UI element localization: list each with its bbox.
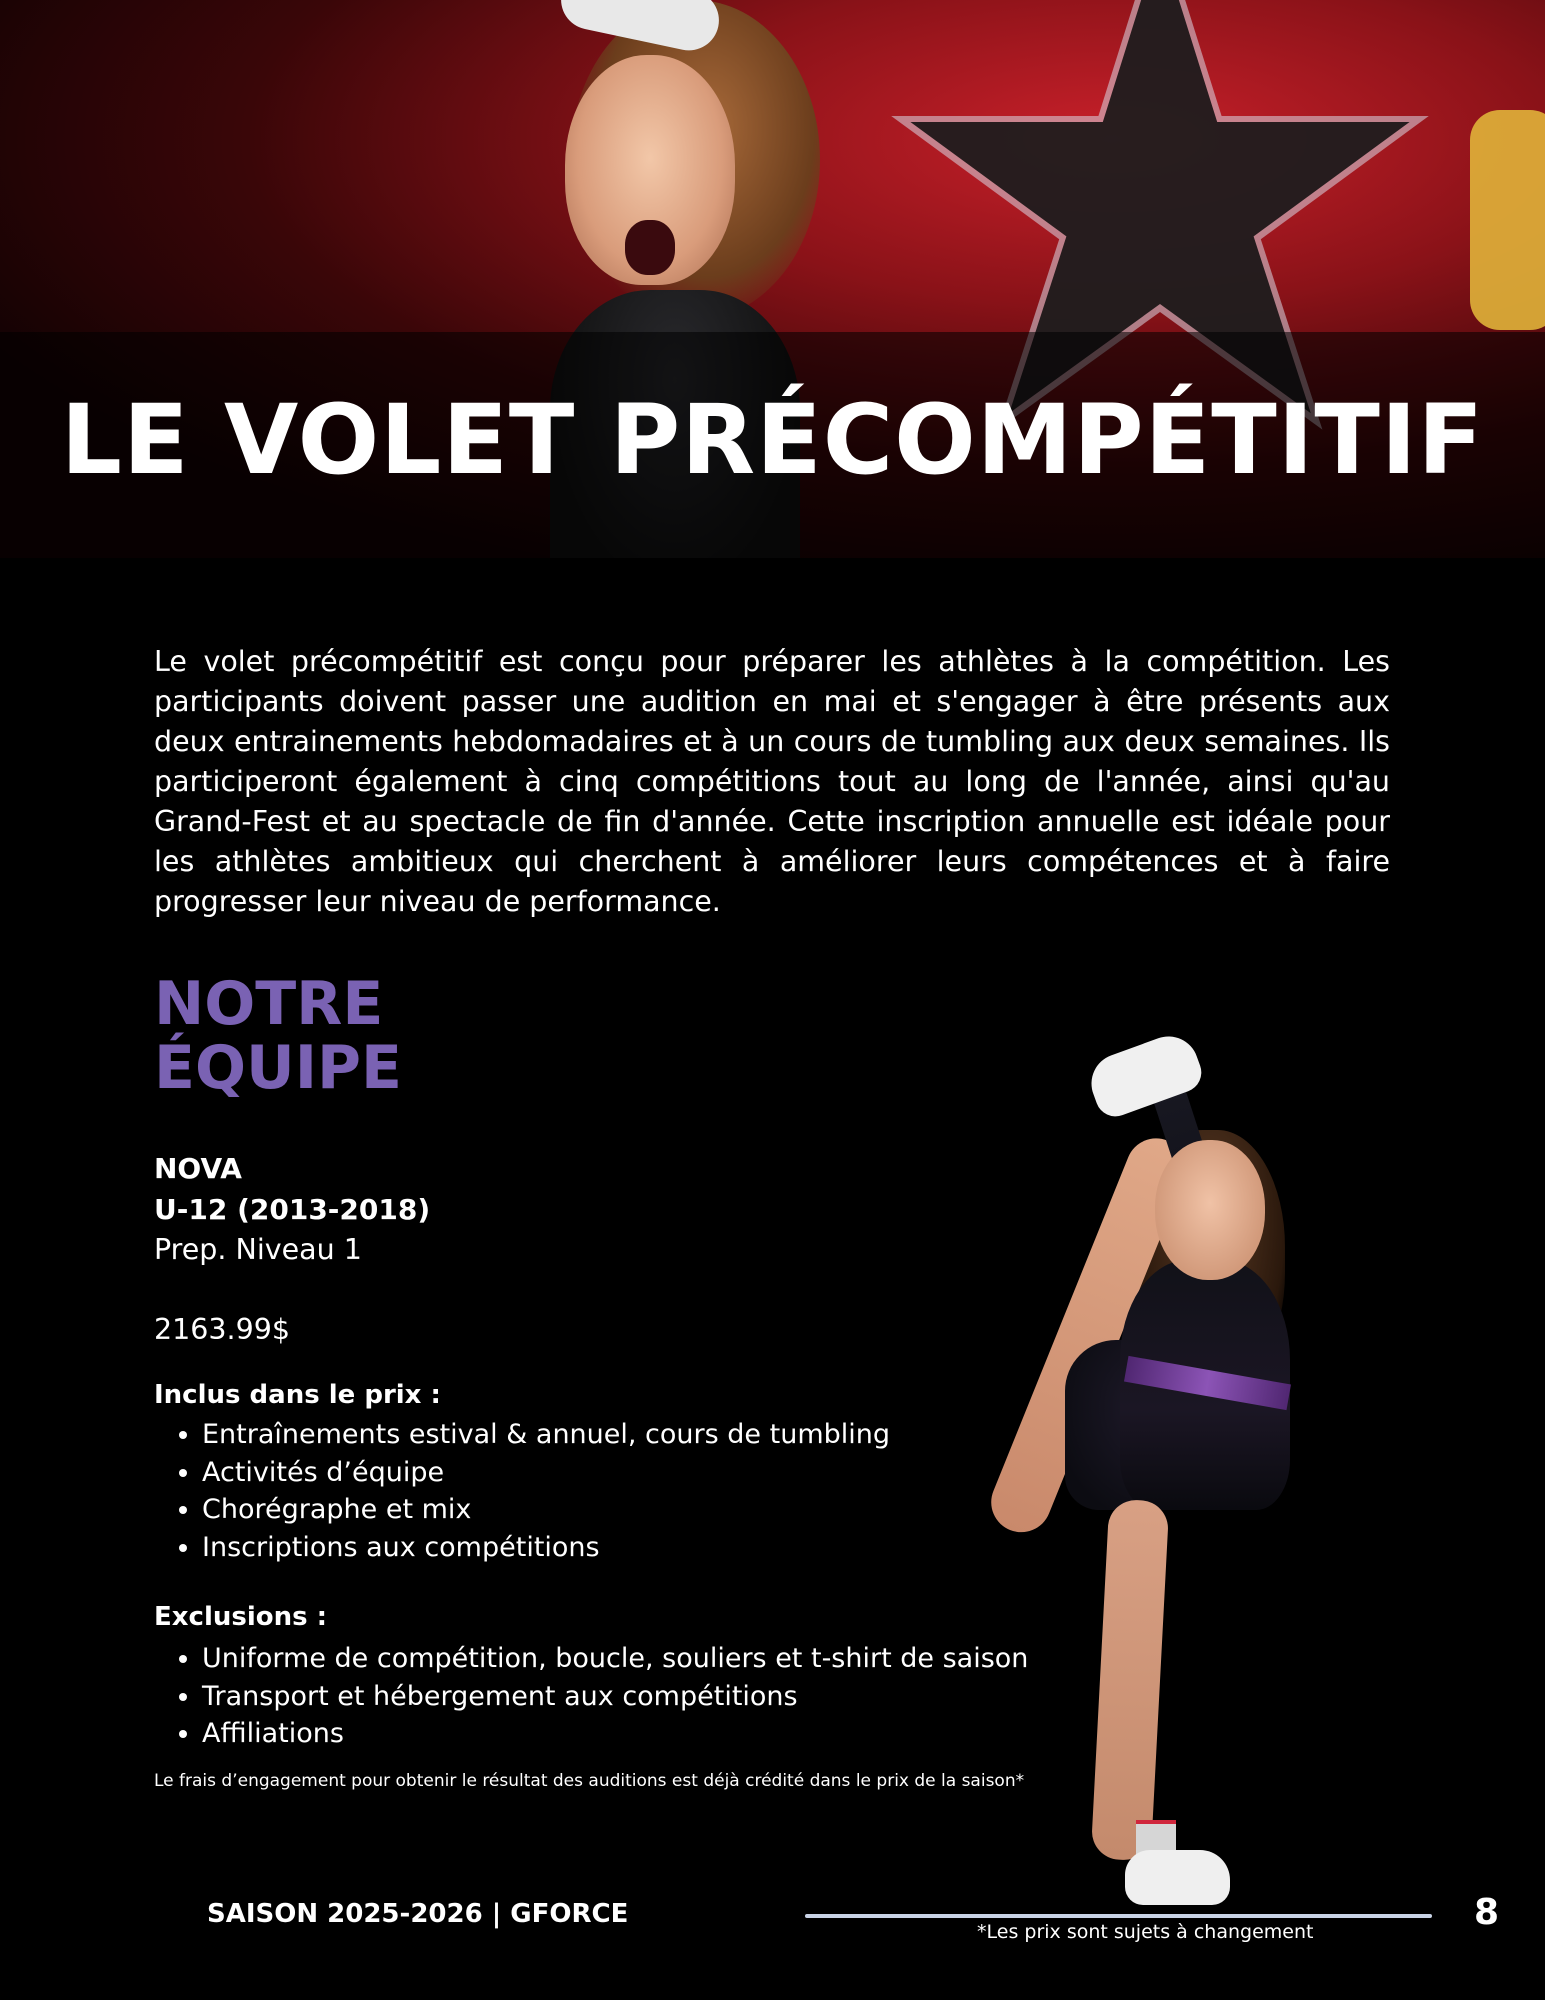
list-item: • Uniforme de compétition, boucle, souliers et t-shirt de saison [202, 1640, 1028, 1678]
page-title: LE VOLET PRÉCOMPÉTITIF [60, 384, 1485, 496]
list-item: • Affiliations [202, 1715, 1028, 1753]
exclusions-list [154, 1640, 1028, 1753]
team-age-group: U-12 (2013-2018) [154, 1193, 431, 1226]
team-heading-line-1: NOTRE [154, 969, 384, 1039]
list-item: • Entraînements estival & annuel, cours de tumbling [202, 1416, 890, 1454]
exclusions-label: Exclusions : [154, 1602, 328, 1632]
page-number: 8 [1474, 1892, 1500, 1933]
list-item: • Transport et hébergement aux compétitions [202, 1678, 1028, 1716]
footer-price-note: *Les prix sont sujets à changement [977, 1921, 1314, 1943]
team-level: Prep. Niveau 1 [154, 1233, 362, 1266]
included-list [154, 1416, 890, 1566]
gold-accent [1470, 110, 1545, 330]
intro-paragraph: Le volet précompétitif est conçu pour préparer les athlètes à la compétition. Les participants doivent passer une audition en mai et s'engager à être présents aux deux entrainements hebdomadaires et à un cours de tumbling aux deux semaines. Ils participeront également à cinq compétitions tout au long de l'année, ainsi qu'au Grand-Fest et au spectacle de fin d'année. Cette inscription annuelle est idéale pour les athlètes ambitieux qui cherchent à améliorer leurs compétences et à faire progresser leur niveau de performance. [154, 645, 1390, 918]
list-item: • Chorégraphe et mix [202, 1491, 890, 1529]
team-name: NOVA [154, 1152, 242, 1185]
footer-season: SAISON 2025-2026 | GFORCE [207, 1899, 629, 1929]
audition-fee-note: Le frais d’engagement pour obtenir le résultat des auditions est déjà crédité dans le prix de la saison* [154, 1771, 1025, 1791]
athlete-face [1155, 1140, 1265, 1280]
footer-divider [805, 1914, 1432, 1918]
athlete-photo [960, 1030, 1340, 1920]
athlete-standing-shoe [1125, 1850, 1230, 1905]
included-label: Inclus dans le prix : [154, 1380, 441, 1410]
team-info [154, 1148, 430, 1230]
team-heading [154, 969, 402, 1103]
list-item: • Activités d’équipe [202, 1454, 890, 1492]
list-item: • Inscriptions aux compétitions [202, 1529, 890, 1567]
team-heading-line-2: ÉQUIPE [154, 1033, 402, 1103]
athlete-standing-leg [1091, 1499, 1170, 1862]
cheerleader-mouth [625, 220, 675, 275]
team-price: 2163.99$ [154, 1313, 290, 1346]
